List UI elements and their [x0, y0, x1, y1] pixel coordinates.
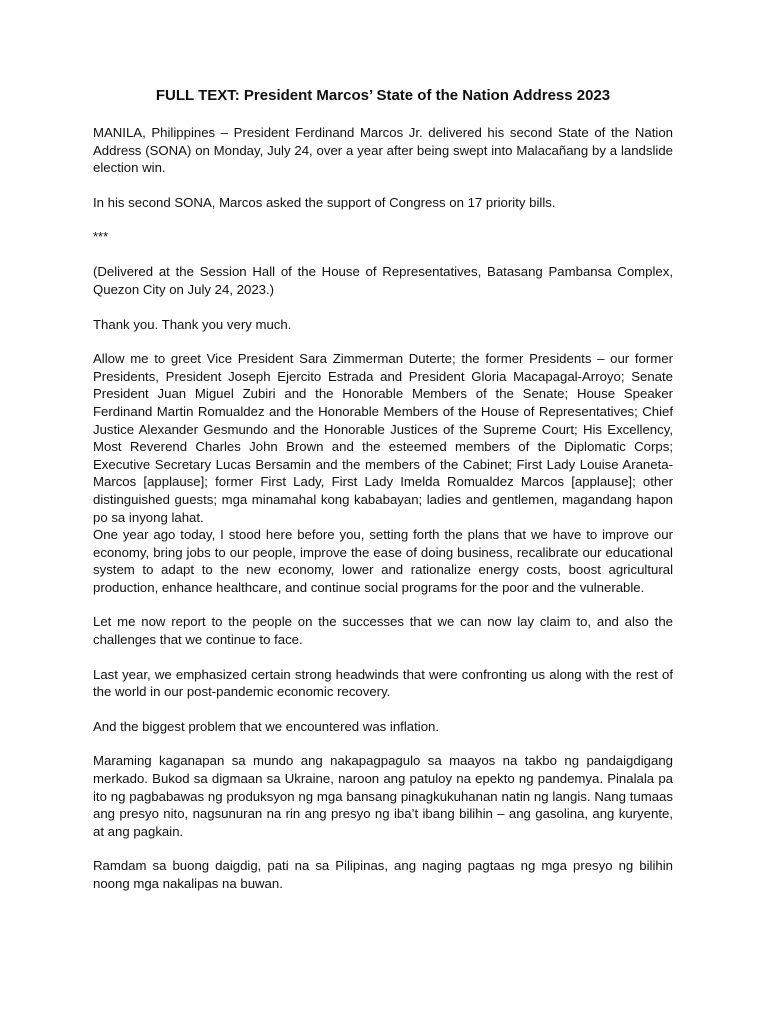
- paragraph-intro: MANILA, Philippines – President Ferdinand Marcos Jr. delivered his second State of the Nation Address (SONA) on Monday, July 24, over a year after being swept into Malacañang by a landslide election win.: [93, 125, 673, 176]
- paragraph-priority-bills: In his second SONA, Marcos asked the support of Congress on 17 priority bills.: [93, 194, 556, 210]
- document-title: FULL TEXT: President Marcos’ State of the Nation Address 2023: [155, 87, 611, 104]
- paragraph-report: Let me now report to the people on the successes that we can now lay claim to, and also the challenges that we continue to face.: [93, 614, 673, 648]
- paragraph-thank-you: Thank you. Thank you very much.: [93, 316, 292, 332]
- paragraph-venue-note: (Delivered at the Session Hall of the House of Representatives, Batasang Pambansa Complex, Quezon City on July 24, 2023.): [93, 264, 673, 297]
- section-separator: ***: [93, 229, 109, 245]
- paragraph-inflation: And the biggest problem that we encountered was inflation.: [93, 718, 440, 734]
- paragraph-headwinds: Last year, we emphasized certain strong headwinds that were confronting us along with the rest of the world in our post-pandemic economic recovery.: [93, 666, 673, 700]
- paragraph-greetings: Allow me to greet Vice President Sara Zimmerman Duterte; the former Presidents – our former Presidents, President Joseph Ejercito Estrada and President Gloria Macapagal-Arroyo; Senate President Juan Miguel Zubiri and the Honorable Members of the Senate; House Speaker Ferdinand Martin Romualdez and the Honorable Members of the House of Representatives; Chief Justice Alexander Gesmundo and the Honorable Justices of the Supreme Court; His Excellency, Most Reverend Charles John Brown and the esteemed members of the Diplomatic Corps; Executive Secretary Lucas Bersamin and the members of the Cabinet; First Lady Louise Araneta-Marcos [applause]; former First Lady, First Lady Imelda Romualdez Marcos [applause]; other distinguished guests; mga minamahal kong kababayan; ladies and gentlemen, magandang hapon po sa inyong lahat.: [93, 351, 673, 525]
- paragraph-one-year-ago: One year ago today, I stood here before you, setting forth the plans that we have to improve our economy, bring jobs to our people, improve the ease of doing business, recalibrate our educational system to adapt to the new economy, lower and rationalize energy costs, boost agricultural production, enhance healthcare, and continue social programs for the poor and the vulnerable.: [93, 527, 673, 595]
- paragraph-filipino-market: Maraming kaganapan sa mundo ang nakapagpagulo sa maayos na takbo ng pandaigdigang merkado. Bukod sa digmaan sa Ukraine, naroon ang patuloy na epekto ng pandemya. Pinalala pa ito ng pagbabawas ng produksyon ng mga bansang pinagkukuhanan natin ng langis. Nang tumaas ang presyo nito, nagsunuran na rin ang presyo ng iba’t ibang bilihin – ang gasolina, ang kuryente, at ang pagkain.: [93, 753, 673, 839]
- paragraph-filipino-prices: Ramdam sa buong daigdig, pati na sa Pilipinas, ang naging pagtaas ng mga presyo ng bilihin noong mga nakalipas na buwan.: [93, 858, 673, 891]
- document-page: [93, 86, 673, 910]
